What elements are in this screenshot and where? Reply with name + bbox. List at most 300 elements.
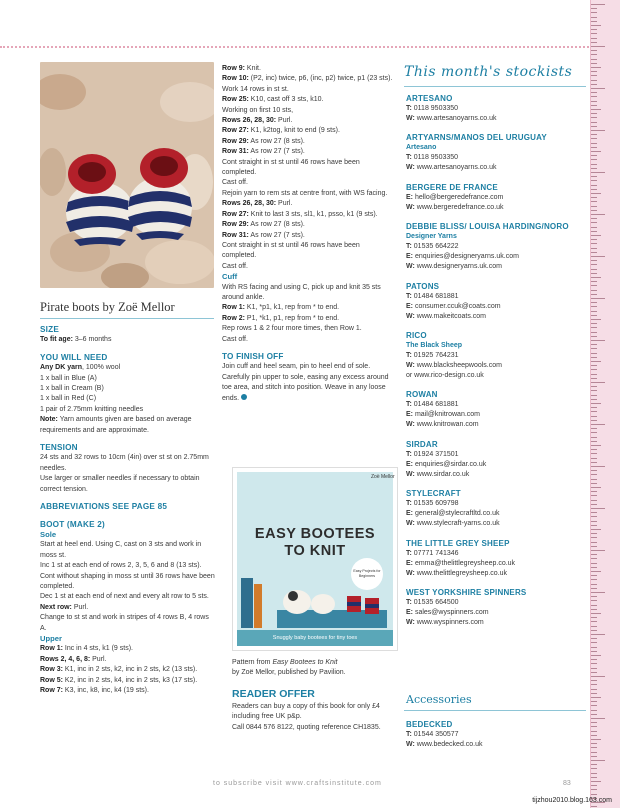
stockist-entry [406,222,586,272]
ruler-tick [591,168,597,169]
ruler-tick [591,109,601,110]
middle-column [222,64,394,404]
ruler-tick [591,722,597,723]
book-author: Zoë Mellor [371,474,395,480]
finish-heading: TO FINISH OFF [222,351,284,361]
cast-off-line: Cast off. [222,262,248,270]
ruler-tick [591,634,605,635]
ruler-tick [591,12,597,13]
ruler-tick [591,546,597,547]
ruler-tick [591,71,597,72]
stockist-detail[interactable]: W: www.sirdar.co.uk [406,470,470,478]
end-bullet-icon [241,394,247,400]
book-badge: Easy Projects for Beginners [351,558,383,590]
ruler-tick [591,67,601,68]
tension-text: 24 sts and 32 rows to 10cm (4in) over st st on 2.75mm needles. [40,454,209,472]
stockist-detail: T: 01484 681881 [406,292,459,300]
ruler-tick [591,298,605,299]
ruler-tick [591,361,601,362]
row-line: Row 27: Knit to last 3 sts, sl1, k1, psso, k1 (9 sts). [222,210,378,218]
ruler-tick [591,17,597,18]
ruler-tick [591,626,597,627]
ruler-tick [591,537,597,538]
ruler-tick [591,596,597,597]
ruler-tick [591,189,597,190]
ruler-tick [591,59,597,60]
stockist-entry [406,94,586,124]
ruler-tick [591,407,597,408]
ruler-tick [591,495,597,496]
ruler-tick [591,151,601,152]
ruler-tick [591,739,601,740]
ruler-tick [591,752,597,753]
ruler-tick [591,701,597,702]
stockist-subname: Designer Yarns [406,233,457,241]
ruler-tick [591,260,597,261]
ruler-tick [591,92,597,93]
ruler-tick [591,344,597,345]
ruler-tick [591,256,605,257]
ruler-tick [591,176,597,177]
ruler-tick [591,348,597,349]
ruler-tick [591,101,597,102]
tension-text-2: Use larger or smaller needles if necessary to obtain correct tension. [40,475,200,493]
row-line: Rows 26, 28, 30: Purl. [222,200,293,208]
ruler-tick [591,638,597,639]
ruler-tick [591,605,597,606]
ruler-tick [591,327,597,328]
ruler-tick [591,243,597,244]
ruler-tick [591,411,597,412]
ruler-tick [591,277,601,278]
ruler-tick [591,592,605,593]
ruler-tick [591,550,605,551]
stockist-detail[interactable]: E: enquiries@sirdar.co.uk [406,460,487,468]
stockist-detail[interactable]: W: www.thelittlegreysheep.co.uk [406,569,508,577]
ruler-tick [591,437,597,438]
ruler-tick [591,164,597,165]
ruler-tick [591,134,597,135]
ruler-tick [591,84,597,85]
ruler-tick [591,571,601,572]
stockist-detail[interactable]: W: www.artesanoyarns.co.uk [406,164,497,172]
stockist-entry [406,183,586,213]
ruler-tick [591,180,597,181]
tension-heading: TENSION [40,443,78,453]
ruler-tick [591,210,597,211]
yarn-line: Any DK yarn, 100% wool [40,364,121,372]
ruler-tick [591,428,597,429]
ruler-tick [591,600,597,601]
boot-heading: BOOT (MAKE 2) [40,519,105,529]
ruler-tick [591,42,597,43]
ruler-tick [591,474,597,475]
ruler-tick [591,374,597,375]
ruler-tick [591,672,597,673]
ruler-tick [591,340,605,341]
ruler-tick [591,642,597,643]
ruler-tick [591,529,601,530]
ruler-tick [591,735,597,736]
stockist-detail[interactable]: W: www.makeitcoats.com [406,312,486,320]
ruler-tick [591,323,597,324]
row-line: Row 2: P1, *k1, p1, rep from * to end. [222,314,340,322]
ruler-tick [591,273,597,274]
stockist-detail: T: 01925 764231 [406,351,459,359]
tape-measure-ruler [590,0,620,808]
stockist-detail[interactable]: W: www.designeryarns.uk.com [406,263,502,271]
stockist-name: THE LITTLE GREY SHEEP [406,538,510,548]
ruler-tick [591,542,597,543]
ruler-tick [591,269,597,270]
upper-row: Row 1: Inc in 4 sts, k1 (9 sts). [40,645,133,653]
ruler-tick [591,227,597,228]
stockist-detail: or www.rico-design.co.uk [406,371,484,379]
book-cover [232,467,398,651]
row-line: Row 9: Knit. [222,65,261,72]
stockist-detail: T: 01924 371501 [406,450,459,458]
stockist-detail[interactable]: W: www.knitrowan.com [406,421,479,429]
stockist-detail[interactable]: W: www.artesanoyarns.co.uk [406,115,497,122]
ruler-tick [591,306,597,307]
you-will-need-heading: YOU WILL NEED [40,352,108,362]
ruler-tick [591,25,601,26]
ruler-tick [591,651,597,652]
stockist-entry [406,282,586,322]
ruler-tick [591,525,597,526]
ruler-tick [591,710,597,711]
cast-off-line: Cast off. [222,179,248,187]
ruler-tick [591,697,601,698]
ruler-tick [591,756,597,757]
ruler-tick [591,487,601,488]
ruler-tick [591,222,597,223]
ruler-tick [591,117,597,118]
ruler-tick [591,206,597,207]
ruler-tick [591,718,605,719]
stockist-detail[interactable]: E: hello@bergeredefrance.com [406,193,504,201]
bedecked-stockist [406,720,586,750]
ruler-tick [591,395,597,396]
yarn-item: 1 x ball in Blue (A) [40,374,97,382]
ruler-tick [591,726,597,727]
ruler-tick [591,29,597,30]
row-line: Row 29: As row 27 (8 sts). [222,221,305,229]
blog-watermark: tijzhou2010.blog.163.com [532,797,612,804]
ruler-tick [591,588,597,589]
ruler-tick [591,445,601,446]
ruler-tick [591,563,597,564]
ruler-tick [591,705,597,706]
stockist-detail[interactable]: W: www.stylecraft-yarns.co.uk [406,520,500,528]
row-line: Rows 26, 28, 30: Purl. [222,117,293,125]
yarn-item: 1 x ball in Cream (B) [40,385,104,393]
ruler-tick [591,332,597,333]
working-line: Working on first 10 sts, [222,106,294,114]
stockist-detail[interactable]: E: emma@thelittlegreysheep.co.uk [406,559,516,567]
ruler-tick [591,483,597,484]
ruler-tick [591,449,597,450]
ruler-tick [591,663,597,664]
ruler-tick [591,336,597,337]
ruler-tick [591,264,597,265]
ruler-tick [591,159,597,160]
ruler-tick [591,311,597,312]
upper-row: Rows 2, 4, 6, 8: Purl. [40,655,107,663]
stockist-detail[interactable]: E: general@stylecraftltd.co.uk [406,510,500,518]
ruler-tick [591,554,597,555]
ruler-tick [591,252,597,253]
ruler-tick [591,143,597,144]
ruler-tick [591,747,597,748]
ruler-tick [591,768,597,769]
ruler-tick [591,516,597,517]
stockist-entry [406,390,586,430]
ruler-tick [591,235,601,236]
ruler-tick [591,390,597,391]
ruler-tick [591,193,601,194]
ruler-tick [591,432,597,433]
ruler-tick [591,21,597,22]
ruler-tick [591,4,605,5]
ruler-tick [591,558,597,559]
cont-line: Cont straight in st st until 46 rows have been completed. [222,241,360,260]
stockists-list [406,94,586,637]
ruler-tick [591,794,597,795]
ruler-tick [591,714,597,715]
finish-text: Join cuff and heel seam, pin to heel end of sole. Carefully pin upper to sole, easing any excess around toe area, and stitch into position. Weave in any loose ends. [222,363,389,402]
cont-line: Cont straight in st st until 46 rows have been completed. [222,158,360,177]
ruler-tick [591,424,605,425]
stockist-detail[interactable]: E: sales@wyspinners.com [406,608,489,616]
row-line: Row 10: (P2, inc) twice, p6, (inc, p2) twice, p1 (23 sts). [222,75,393,83]
cast-off-line: Cast off. [222,335,248,343]
ruler-tick [591,462,597,463]
stockist-detail: T: 0118 9503350 [406,105,459,112]
ruler-tick [591,75,597,76]
stockist-subname: Artesano [406,144,437,152]
stockist-name: STYLECRAFT [406,489,461,499]
ruler-tick [591,105,597,106]
ruler-tick [591,130,605,131]
stockist-name: PATONS [406,281,440,291]
abbreviations-heading: ABBREVIATIONS SEE PAGE 85 [40,502,168,512]
ruler-tick [591,575,597,576]
sole-text: Start at heel end. Using C, cast on 3 sts and work in moss st. [40,541,202,559]
ruler-tick [591,231,597,232]
stockist-name: WEST YORKSHIRE SPINNERS [406,587,527,597]
ruler-tick [591,512,597,513]
ruler-tick [591,147,597,148]
ruler-tick [591,403,601,404]
ruler-tick [591,584,597,585]
size-line: To fit age: 3–6 months [40,336,112,344]
ruler-tick [591,773,597,774]
ruler-tick [591,760,605,761]
dotted-divider [0,46,620,51]
ruler-tick [591,416,597,417]
ruler-tick [591,659,597,660]
cuff-heading: Cuff [222,272,238,282]
stockist-detail: W: www.bedecked.co.uk [406,741,483,748]
ruler-tick [591,533,597,534]
note: Note: Yarn amounts given are based on average requirements and are approximate. [40,416,192,434]
page-number: 83 [563,780,571,787]
sole-text: Change to st st and work in stripes of 4 rows B, 4 rows A. [40,614,209,632]
book-title: EASY BOOTEES TO KNIT [254,526,376,559]
stockist-entry [406,539,586,579]
ruler-tick [591,185,597,186]
needles-item: 1 pair of 2.75mm knitting needles [40,405,144,413]
ruler-tick [591,386,597,387]
upper-row: Row 7: K3, inc, k8, inc, k4 (19 sts). [40,687,149,694]
ruler-tick [591,781,601,782]
upper-row: Row 5: K2, inc in 2 sts, k4, inc in 2 sts, k3 (17 sts). [40,676,198,684]
reader-offer-heading: READER OFFER [232,688,315,700]
ruler-tick [591,201,597,202]
upper-row: Row 3: K1, inc in 2 sts, k2, inc in 2 sts, k2 (13 sts). [40,666,198,674]
stockist-name: RICO [406,330,427,340]
stockist-subname: The Black Sheep [406,341,463,349]
pattern-credit: Pattern from Easy Bootees to Knit by Zoë Mellor, published by Pavilion. [232,659,346,677]
ruler-tick [591,655,601,656]
ruler-tick [591,33,597,34]
photo-caption: Pirate boots by Zoë Mellor [40,300,175,314]
stockist-entry [406,489,586,529]
stockists-title: This month's stockists [404,64,573,80]
stockist-detail: T: 01535 609798 [406,500,459,508]
stockist-entry [406,331,586,381]
ruler-tick [591,647,597,648]
stockist-name: ARTYARNS/MANOS DEL URUGUAY [406,133,547,143]
ruler-tick [591,46,605,47]
accessories-rule [404,710,586,711]
ruler-tick [591,693,597,694]
ruler-tick [591,239,597,240]
ruler-tick [591,676,605,677]
ruler-tick [591,38,597,39]
ruler-tick [591,453,597,454]
ruler-tick [591,731,597,732]
ruler-tick [591,684,597,685]
ruler-tick [591,302,597,303]
ruler-tick [591,500,597,501]
row-line: Row 29: As row 27 (8 sts). [222,137,305,145]
ruler-tick [591,613,601,614]
rep-line: Rep rows 1 & 2 four more times, then Row 1. [222,325,362,333]
ruler-tick [591,764,597,765]
size-heading: SIZE [40,325,59,334]
ruler-tick [591,420,597,421]
ruler-tick [591,491,597,492]
reader-offer-text: Readers can buy a copy of this book for only £4 including free UK p&p. Call 0844 576 8122, quoting reference CH1835. [232,703,381,731]
row-line: Row 31: As row 27 (7 sts). [222,148,305,156]
ruler-tick [591,504,597,505]
work-line: Work 14 rows in st st. [222,85,289,93]
ruler-tick [591,609,597,610]
bootees-illustration [237,578,393,634]
ruler-tick [591,172,605,173]
stockist-detail: T: 01544 350577 [406,731,459,738]
ruler-tick [591,777,597,778]
ruler-tick [591,80,597,81]
ruler-tick [591,508,605,509]
upper-heading: Upper [40,633,62,643]
rejoin-line: Rejoin yarn to rem sts at centre front, with WS facing. [222,189,388,197]
stockist-detail[interactable]: E: consumer.ccuk@coats.com [406,302,501,310]
ruler-tick [591,126,597,127]
ruler-tick [591,63,597,64]
ruler-tick [591,369,597,370]
accessories-heading: Accessories [406,693,472,706]
book-strapline: Snuggly baby bootees for tiny toes [237,630,393,646]
ruler-tick [591,353,597,354]
ruler-tick [591,668,597,669]
ruler-tick [591,54,597,55]
ruler-tick [591,680,597,681]
stockist-name: SIRDAR [406,439,438,449]
ruler-tick [591,50,597,51]
ruler-tick [591,378,597,379]
ruler-tick [591,621,597,622]
ruler-tick [591,479,597,480]
stockist-name: ARTESANO [406,94,453,103]
ruler-tick [591,458,597,459]
ruler-tick [591,789,597,790]
row-line: Row 25: K10, cast off 3 sts, k10. [222,96,324,104]
stockist-detail[interactable]: W: www.bergeredefrance.co.uk [406,203,504,211]
ruler-tick [591,470,597,471]
ruler-tick [591,630,597,631]
next-row: Next row: Purl. [40,603,89,611]
sole-text: Dec 1 st at each end of next and every alt row to 5 sts. [40,593,209,601]
ruler-tick [591,689,597,690]
cuff-text: With RS facing and using C, pick up and knit 35 sts around ankle. [222,283,381,301]
row-line: Row 27: K1, k2tog, knit to end (9 sts). [222,127,340,135]
ruler-tick [591,617,597,618]
stockists-rule [404,86,586,87]
ruler-tick [591,365,597,366]
ruler-tick [591,806,597,807]
sole-heading: Sole [40,529,57,539]
stockist-detail: T: 07771 741346 [406,549,459,557]
stockist-detail[interactable]: W: www.blacksheepwools.com [406,361,502,369]
stockist-detail[interactable]: E: mail@knitrowan.com [406,411,481,419]
ruler-tick [591,785,597,786]
stockist-detail[interactable]: E: enquiries@designeryarns.uk.com [406,253,519,261]
ruler-tick [591,122,597,123]
ruler-tick [591,218,597,219]
ruler-tick [591,579,597,580]
yarn-item: 1 x ball in Red (C) [40,395,97,403]
stockist-detail[interactable]: W: www.wyspinners.com [406,618,484,626]
left-column [40,325,216,696]
footer-subscribe: to subscribe visit www.craftsinstitute.com [213,780,382,787]
row-line: Row 31: As row 27 (7 sts). [222,231,305,239]
ruler-tick [591,382,605,383]
sole-text: Cont without shaping in moss st until 36 rows have been completed. [40,572,215,590]
stockist-detail: T: 01484 681881 [406,401,459,409]
ruler-tick [591,357,597,358]
stockist-entry [406,440,586,480]
ruler-tick [591,521,597,522]
ruler-tick [591,743,597,744]
stockist-name: ROWAN [406,390,438,400]
row-line: Row 1: K1, *p1, k1, rep from * to end. [222,304,340,312]
stockist-name: DEBBIE BLISS/ LOUISA HARDING/NORO [406,222,569,232]
ruler-tick [591,567,597,568]
ruler-tick [591,113,597,114]
